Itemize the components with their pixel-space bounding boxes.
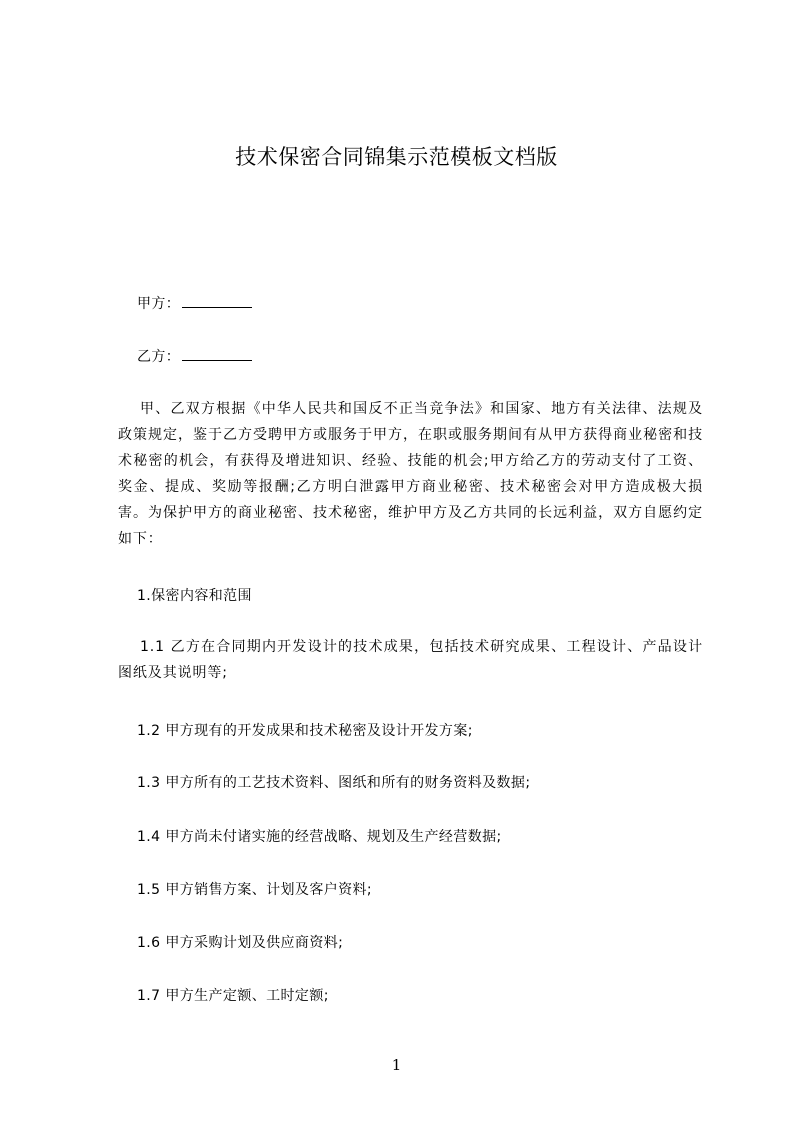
section-heading: 1.保密内容和范围 bbox=[137, 588, 252, 604]
clause-1-2: 1.2 甲方现有的开发成果和技术秘密及设计开发方案; bbox=[137, 723, 473, 739]
clause-1-6: 1.6 甲方采购计划及供应商资料; bbox=[137, 935, 344, 951]
page-number: 1 bbox=[391, 1056, 402, 1074]
intro-paragraph: 甲、乙双方根据《中华人民共和国反不正当竞争法》和国家、地方有关法律、法规及政策规定，鉴于乙方受聘甲方或服务于甲方，在职或服务期间有从甲方获得商业秘密和技术秘密的机会，有获得及增进知识、经验、技能的机会;甲方给乙方的劳动支付了工资、奖金、提成、奖励等报酬;乙方明白泄露甲方商业秘密、技术秘密会对甲方造成极大损害。为保护甲方的商业秘密、技术秘密，维护甲方及乙方共同的长远利益，双方自愿约定如下： bbox=[118, 401, 703, 547]
clause-1-3: 1.3 甲方所有的工艺技术资料、图纸和所有的财务资料及数据; bbox=[137, 775, 531, 791]
document-title: 技术保密合同锦集示范模板文档版 bbox=[235, 145, 558, 169]
party-a-blank bbox=[182, 294, 252, 308]
clause-1-4: 1.4 甲方尚未付诸实施的经营战略、规划及生产经营数据; bbox=[137, 829, 502, 845]
party-a-line bbox=[137, 293, 252, 313]
clause-1-1: 1.1 乙方在合同期内开发设计的技术成果，包括技术研究成果、工程设计、产品设计图纸及其说明等; bbox=[118, 639, 703, 681]
party-b-label: 乙方： bbox=[137, 349, 181, 365]
clause-1-7: 1.7 甲方生产定额、工时定额; bbox=[137, 988, 329, 1004]
party-b-line bbox=[137, 346, 252, 366]
party-b-blank bbox=[182, 347, 252, 361]
party-a-label: 甲方： bbox=[137, 296, 181, 312]
clause-1-5: 1.5 甲方销售方案、计划及客户资料; bbox=[137, 882, 373, 898]
